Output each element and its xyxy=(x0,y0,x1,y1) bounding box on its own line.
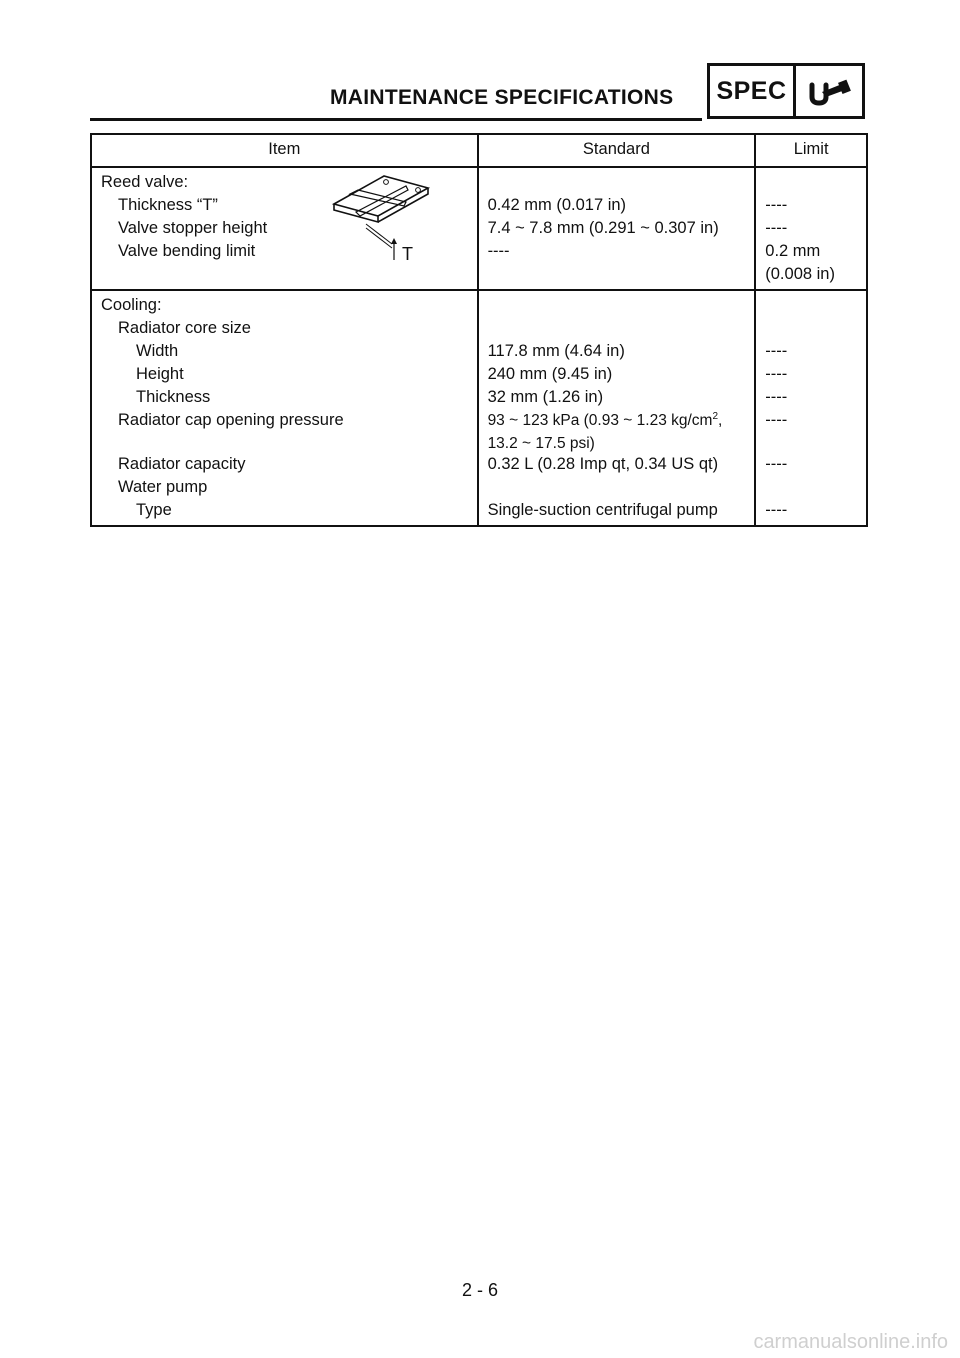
cap-sup: 2 xyxy=(712,410,719,422)
cap-pressure-standard-1: 93 ~ 123 kPa (0.93 ~ 1.23 $kg/cm^2$, xyxy=(487,410,723,429)
core-thickness-standard: 32 mm (1.26 in) xyxy=(487,388,604,406)
header-rule xyxy=(90,118,702,121)
cap-pressure-limit: ---- xyxy=(765,411,788,429)
reed-stopper-limit: ---- xyxy=(765,219,788,237)
core-width-limit: ---- xyxy=(765,342,788,360)
reed-bending-standard: ---- xyxy=(487,242,510,260)
table-row-reed-valve xyxy=(91,167,867,290)
core-height-standard: 240 mm (9.45 in) xyxy=(487,365,613,383)
capacity-standard: 0.32 L (0.28 Imp qt, 0.34 US qt) xyxy=(487,455,719,473)
page-number: 2 - 6 xyxy=(461,1280,499,1300)
diagram-label-t: T xyxy=(402,244,413,264)
pump-type-standard: Single-suction centrifugal pump xyxy=(487,501,718,519)
page-title: MAINTENANCE SPECIFICATIONS xyxy=(330,86,674,109)
reed-stopper-standard: 7.4 ~ 7.8 mm (0.291 ~ 0.307 in) xyxy=(487,219,719,237)
reed-title: Reed valve: xyxy=(101,173,189,191)
cooling-limit-cell xyxy=(755,290,867,526)
spec-label: SPEC xyxy=(710,66,796,116)
core-size-item: Radiator core size xyxy=(118,319,251,337)
reed-valve-diagram xyxy=(328,172,438,264)
cooling-item-cell xyxy=(91,290,478,526)
reed-bending-limit-1: 0.2 mm xyxy=(765,242,821,260)
core-thickness-limit: ---- xyxy=(765,388,788,406)
cooling-title: Cooling: xyxy=(101,296,162,314)
reed-bending-item: Valve bending limit xyxy=(118,242,256,260)
cooling-standard-cell xyxy=(478,290,756,526)
wrench-icon xyxy=(802,75,856,107)
capacity-item: Radiator capacity xyxy=(118,455,246,473)
reed-thickness-limit: ---- xyxy=(765,196,788,214)
reed-limit-cell xyxy=(755,167,867,290)
col-header-limit: Limit xyxy=(755,134,867,167)
core-width-item: Width xyxy=(136,342,179,360)
reed-standard-cell xyxy=(478,167,756,290)
reed-bending-limit-2: (0.008 in) xyxy=(765,265,835,283)
reed-thickness-standard: 0.42 mm (0.017 in) xyxy=(487,196,627,214)
water-pump-item: Water pump xyxy=(118,478,208,496)
cap-pressure-item: Radiator cap opening pressure xyxy=(118,411,344,429)
col-header-item: Item xyxy=(91,134,478,167)
reed-stopper-item: Valve stopper height xyxy=(118,219,268,237)
reed-item-cell xyxy=(91,167,478,290)
table-row-cooling xyxy=(91,290,867,526)
spec-icon-cell xyxy=(796,66,862,116)
core-height-limit: ---- xyxy=(765,365,788,383)
reed-thickness-item: Thickness “T” xyxy=(118,196,218,214)
core-width-standard: 117.8 mm (4.64 in) xyxy=(487,342,625,360)
cap-pressure-standard-2: 13.2 ~ 17.5 psi) xyxy=(487,435,595,452)
pump-type-item: Type xyxy=(136,501,172,519)
spec-table xyxy=(90,133,868,527)
table-header-row xyxy=(91,134,867,167)
capacity-limit: ---- xyxy=(765,455,788,473)
core-thickness-item: Thickness xyxy=(136,388,211,406)
spec-badge xyxy=(707,63,865,119)
pump-type-limit: ---- xyxy=(765,501,788,519)
core-height-item: Height xyxy=(136,365,184,383)
watermark: carmanualsonline.info xyxy=(753,1331,948,1353)
col-header-standard: Standard xyxy=(478,134,756,167)
